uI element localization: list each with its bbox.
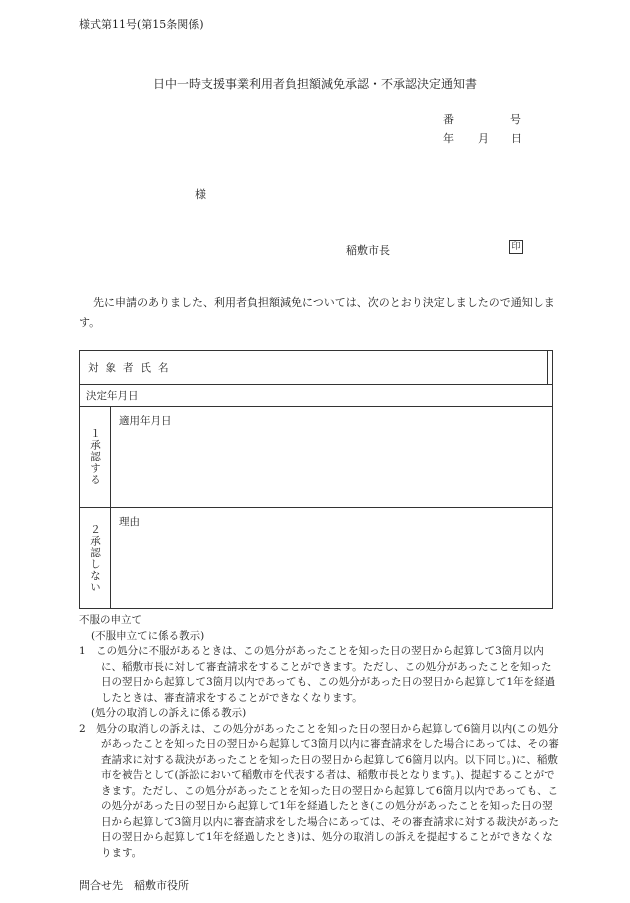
decision-date-label: 決定年月日: [80, 385, 553, 407]
reject-field-label: 理由: [119, 516, 140, 528]
reject-label: ２承認しない: [80, 508, 111, 609]
reject-cell[interactable]: [111, 508, 553, 609]
issuer-name: 稲敷市長: [346, 244, 390, 257]
intro-text: 先に申請のありました、利用者負担額減免については、次のとおり決定しましたので通知します。: [79, 296, 555, 329]
notes-subheading-1: (不服申立てに係る教示): [91, 629, 205, 642]
document-title: 日中一時支援事業利用者負担額減免承認・不承認決定通知書: [152, 77, 477, 91]
number-label: 番: [443, 113, 454, 126]
approve-label: １承認する: [80, 407, 111, 508]
notes-heading: 不服の申立て: [79, 614, 142, 626]
notes-item-2: 2 処分の取消しの訴えは、この処分があったことを知った日の翌日から起算して6箇月以内(この処分があったことを知った日の翌日から起算して3箇月以内に審査請求をした場合にあっては、その審査請求に対する裁決があったことを知った日の翌日から起算して6箇月以内。以下同じ。)に、稲敷市を被告として(訴訟において稲敷市を代表する者は、稲敷市長となります。)、提起することができます。ただし、この処分があったことを知った日の翌日から起算して6箇月以内であっても、この処分があった日の翌日から起算して1年を経過したとき(この処分があったことを知った日の翌日から起算して3箇月以内に審査請求をした場合にあっては、その審査請求に対する裁決があった日の翌日から起算して1年を経過したとき)は、処分の取消しの訴えを提起することができなくなります。: [79, 722, 559, 859]
year-label: 年: [443, 132, 454, 145]
day-label: 日: [511, 132, 522, 145]
notes-subheading-2: (処分の取消しの訴えに係る教示): [91, 707, 247, 719]
approve-field-label: 適用年月日: [119, 415, 172, 427]
addressee-suffix: 様: [195, 188, 206, 201]
decision-table: [79, 350, 553, 609]
contact-info: 問合せ先 稲敷市役所: [79, 879, 189, 892]
subject-name-field[interactable]: [547, 351, 552, 385]
seal-mark: 印: [509, 240, 523, 254]
approve-cell[interactable]: [111, 407, 553, 508]
subject-name-label: 対象者氏名: [80, 351, 548, 385]
appeal-notes: [79, 613, 559, 861]
number-unit: 号: [510, 113, 521, 126]
month-label: 月: [478, 132, 489, 145]
form-number: 様式第11号(第15条関係): [79, 18, 204, 31]
notes-item-1: 1 この処分に不服があるときは、この処分があったことを知った日の翌日から起算して3箇月以内に、稲敷市長に対して審査請求をすることができます。ただし、この処分があったことを知った日の翌日から起算して3箇月以内であっても、この処分があった日の翌日から起算して1年を経過したときは、審査請求をすることができなくなります。: [79, 645, 556, 704]
